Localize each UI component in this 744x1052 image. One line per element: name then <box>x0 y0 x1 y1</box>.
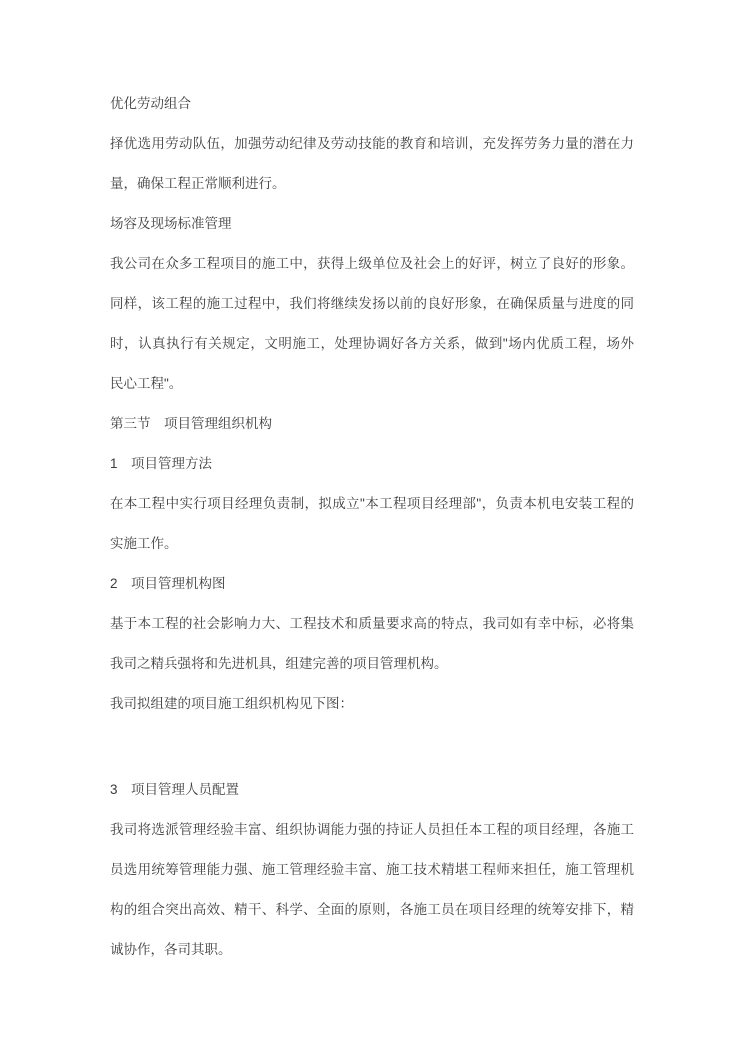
section-heading: 优化劳动组合 <box>110 96 191 111</box>
paragraph-line: 量，确保工程正常顺利进行。 <box>110 176 286 191</box>
paragraph-line: 我司拟组建的项目施工组织机构见下图： <box>110 696 353 711</box>
paragraph-line: 我司将选派管理经验丰富、组织协调能力强的持证人员担任本工程的项目经理，各施工 <box>110 822 634 837</box>
paragraph-line: 员选用统筹管理能力强、施工管理经验丰富、施工技术精堪工程师来担任，施工管理机 <box>110 862 634 877</box>
section-heading: 1 项目管理方法 <box>110 456 213 471</box>
paragraph-line: 我公司在众多工程项目的施工中，获得上级单位及社会上的好评，树立了良好的形象。 <box>110 256 634 271</box>
paragraph-line: 在本工程中实行项目经理负责制，拟成立"本工程项目经理部"，负责本机电安装工程的 <box>110 496 634 511</box>
paragraph-line: 基于本工程的社会影响力大、工程技术和质量要求高的特点，我司如有幸中标，必将集 <box>110 616 634 631</box>
section-heading: 第三节 项目管理组织机构 <box>110 416 272 431</box>
section-heading: 3 项目管理人员配置 <box>110 782 240 797</box>
section-heading: 场容及现场标准管理 <box>110 216 232 231</box>
paragraph-line: 实施工作。 <box>110 536 178 551</box>
section-heading: 2 项目管理机构图 <box>110 576 226 591</box>
paragraph-line: 诚协作，各司其职。 <box>110 942 232 957</box>
paragraph-line: 同样，该工程的施工过程中，我们将继续发扬以前的良好形象，在确保质量与进度的同 <box>110 296 634 311</box>
paragraph-line: 我司之精兵强将和先进机具，组建完善的项目管理机构。 <box>110 656 448 671</box>
org-chart-figure-placeholder <box>110 724 634 770</box>
paragraph-line: 择优选用劳动队伍，加强劳动纪律及劳动技能的教育和培训，充发挥劳务力量的潜在力 <box>110 136 634 151</box>
paragraph-line: 构的组合突出高效、精干、科学、全面的原则，各施工员在项目经理的统筹安排下，精 <box>110 902 634 917</box>
paragraph-line: 民心工程"。 <box>110 376 183 391</box>
paragraph-line: 时，认真执行有关规定，文明施工，处理协调好各方关系，做到"场内优质工程，场外 <box>110 336 634 351</box>
